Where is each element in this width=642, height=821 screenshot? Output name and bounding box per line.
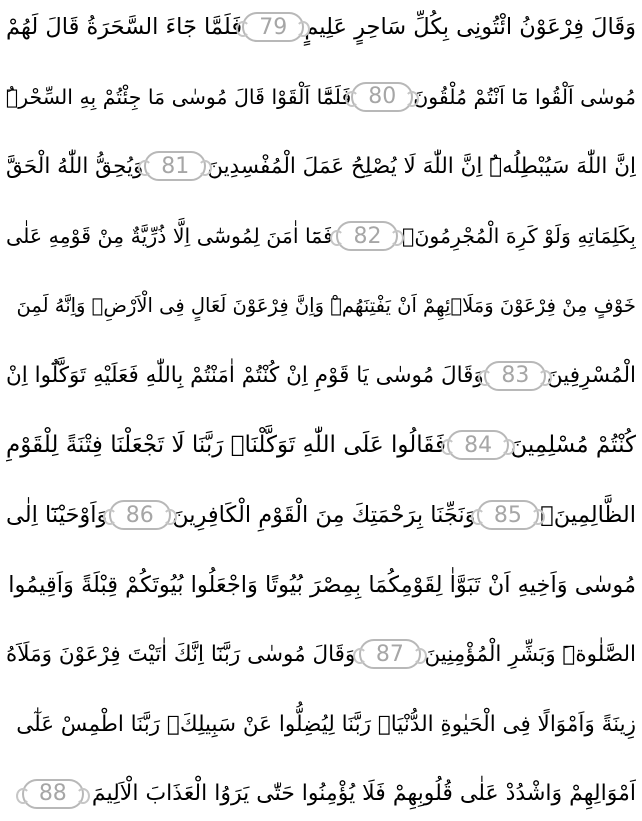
verse-text: مُوسٰى وَاَخِيهِ اَنْ تَبَوَّاٰ لِقَوْمِكُمَا بِمِصْرَ بُيُوتًا وَاجْعَلُوا بُيُوتَكُمْ قِبْلَةً وَاَقِيمُوا	[8, 571, 636, 598]
ayah-marker	[359, 639, 421, 669]
text-line	[6, 70, 636, 124]
ayah-marker	[22, 779, 84, 809]
text-line	[6, 558, 636, 612]
ayah-number: 87	[375, 641, 404, 667]
ayah-marker	[109, 500, 171, 530]
ayah-number: 86	[125, 502, 154, 528]
verse-text: الْمُسْرِفِينَ	[546, 363, 636, 389]
text-line	[6, 139, 636, 193]
verse-text: وَنَجِّنَا بِرَحْمَتِكَ مِنَ الْقَوْمِ الْكَافِرِينَ	[172, 502, 476, 529]
ayah-marker	[477, 500, 539, 530]
verse-text: وَقَالَ مُوسٰى يَا قَوْمِ اِنْ كُنْتُمْ اٰمَنْتُمْ بِاللّٰهِ فَعَلَيْهِ تَوَكَّلُٓوا اِنْ	[6, 363, 484, 389]
text-line	[6, 488, 636, 542]
verse-text: كُنْتُمْ مُسْلِمِينَ	[510, 432, 636, 459]
verse-text: اِنَّ اللّٰهَ سَيُبْطِلُهُۜ اِنَّ اللّٰهَ لَا يُصْلِحُ عَمَلَ الْمُفْسِدِينَ	[207, 153, 636, 179]
ayah-marker	[351, 82, 413, 112]
verse-text: فَقَالُوا عَلَى اللّٰهِ تَوَكَّلْنَاۚ رَبَّنَا لَا تَجْعَلْنَا فِتْنَةً لِلْقَوْمِ	[6, 432, 446, 459]
verse-text: فَلَمَّٓا اَلْقَوْا قَالَ مُوسٰى مَا جِئْتُمْ بِهِ السِّحْرُۜ	[6, 84, 352, 109]
text-line	[6, 697, 636, 751]
verse-text: الصَّلٰوةَۜ وَبَشِّرِ الْمُؤْمِنِينَ	[424, 641, 636, 667]
ayah-number: 80	[368, 84, 397, 110]
verse-text: زِينَةً وَاَمْوَالًا فِى الْحَيٰوةِ الدُّنْيَاۙ رَبَّنَا لِيُضِلُّوا عَنْ سَبِيلِكَۚ رَبَّنَا اطْمِسْ عَلٰٓى	[16, 711, 636, 737]
text-line	[6, 349, 636, 403]
verse-text: وَيُحِقُّ اللّٰهُ الْحَقَّ	[6, 153, 144, 179]
verse-text: وَقَالَ مُوسٰى رَبَّنَٓا اِنَّكَ اٰتَيْتَ فِرْعَوْنَ وَمَلَاَهُ	[6, 641, 356, 667]
text-line	[6, 209, 636, 263]
ayah-marker	[144, 151, 206, 181]
ayah-number: 79	[259, 14, 288, 40]
verse-text: فَلَمَّا جَٓاءَ السَّحَرَةُ قَالَ لَهُمْ	[6, 14, 243, 40]
ayah-number: 81	[161, 153, 190, 179]
verse-text: خَوْفٍ مِنْ فِرْعَوْنَ وَمَلَا۬ئِهِمْ اَنْ يَفْتِنَهُمْۜ وَاِنَّ فِرْعَوْنَ لَعَالٍ فِى الْاَرْضِۚ وَاِنَّهُ لَمِنَ	[16, 294, 636, 318]
text-line	[6, 767, 636, 821]
ayah-number: 85	[493, 502, 522, 528]
ayah-number: 83	[501, 363, 530, 389]
text-line	[6, 279, 636, 333]
verse-text: بِكَلِمَاتِهِ وَلَوْ كَرِهَ الْمُجْرِمُونَ۟	[402, 224, 636, 249]
ayah-marker	[484, 361, 546, 391]
verse-text: الظَّالِمِينَۙ	[540, 502, 636, 529]
verse-text: مُوسٰى اَلْقُوا مَٓا اَنْتُمْ مُلْقُونَ	[413, 84, 636, 109]
ayah-marker	[336, 221, 398, 251]
ayah-number: 88	[38, 781, 67, 807]
text-line	[6, 0, 636, 54]
text-line	[6, 418, 636, 472]
verse-text: وَاَوْحَيْنَٓا اِلٰى	[6, 502, 108, 529]
verse-text: اَمْوَالِهِمْ وَاشْدُدْ عَلٰى قُلُوبِهِمْ فَلَا يُؤْمِنُوا حَتّٰى يَرَوُا الْعَذَابَ الْاَلِيمَ	[91, 781, 636, 807]
ayah-marker	[447, 430, 509, 460]
ayah-number: 82	[353, 223, 382, 249]
ayah-number: 84	[464, 432, 493, 458]
verse-text: فَمَٓا اٰمَنَ لِمُوسٰٓى اِلَّا ذُرِّيَّةٌ مِنْ قَوْمِهِ عَلٰى	[6, 224, 333, 249]
text-line	[6, 627, 636, 681]
verse-text: وَقَالَ فِرْعَوْنُ ائْتُونِى بِكُلِّ سَاحِرٍ عَلِيمٍ	[304, 14, 636, 40]
ayah-marker	[242, 12, 304, 42]
